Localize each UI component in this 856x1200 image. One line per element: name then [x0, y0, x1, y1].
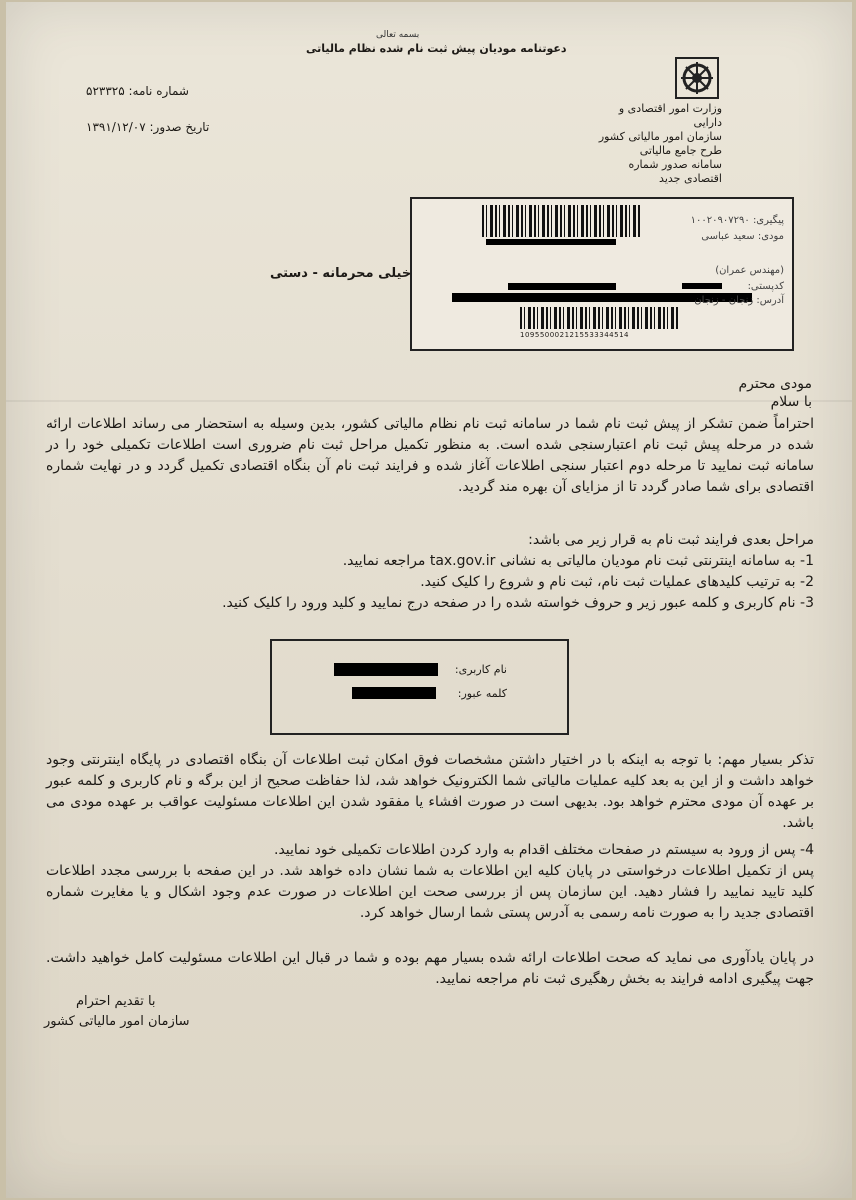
step-item: 1- به سامانه اینترنتی ثبت نام مودیان مالیاتی به نشانی tax.gov.ir مراجعه نمایید. [342, 553, 814, 569]
ministry-block [596, 102, 722, 186]
issue-date-label: تاریخ صدور: [149, 120, 210, 134]
ministry-line: سازمان امور مالیاتی کشور [598, 130, 722, 143]
letter-number-label: شماره نامه: [128, 84, 189, 98]
address-box [410, 197, 794, 351]
redaction-bar [508, 283, 616, 290]
intro-paragraph: احتراماً ضمن تشکر از پیش ثبت نام شما در سامانه ثبت نام نظام مالیاتی کشور، بدین وسیله به استحضار می رساند اطلاعات ارائه شده در مرحله پیش ثبت نام اعتبارسنجی شده است. به منظور تکمیل مراحل ثبت نام ضروری است اطلاعات تکمیلی خود را در سامانه ثبت نمایید تا مرحله دوم اعتبار سنجی اطلاعات آغاز شده و فرایند ثبت نام آن بنگاه اقتصادی تکمیل گردد و در نهایت شماره اقتصادی برای شما صادر گردد تا از مزایای آن بهره مند گردید. [46, 416, 814, 495]
password-redaction [352, 687, 436, 699]
tracking-barcode [482, 205, 642, 237]
redaction-bar [486, 239, 616, 245]
page-fold [6, 400, 852, 402]
after-paragraph: پس از تکمیل اطلاعات درخواستی در پایان کلیه این اطلاعات به شما نشان داده خواهد شد. در این صفحه با بررسی مجدد اطلاعات کلید تایید نمایید را فشار دهید. این سازمان پس از بررسی صحت این اطلاعات در صورت عدم وجود اشکال و یا مغایرت شماره اقتصادی جدید را به صورت نامه رسمی به آدرس پستی شما ارسال خواهد کرد. [46, 863, 814, 921]
letter-number [86, 84, 189, 98]
recipient-name: سعید عباسی [701, 231, 755, 242]
ministry-line: سامانه صدور شماره اقتصادی جدید [628, 158, 722, 185]
step-item: 2- به ترتیب کلیدهای عملیات ثبت نام، ثبت نام و شروع را کلیک کنید. [420, 574, 814, 590]
credentials-box [270, 639, 569, 735]
username-redaction [334, 663, 438, 676]
letter-number-value: ۵۲۳۳۲۵ [86, 84, 125, 98]
signature-regards: با تقدیم احترام [76, 994, 156, 1009]
salutation: مودی محترم [738, 376, 812, 392]
postal-label: کدپستی: [747, 281, 784, 292]
occupation: (مهندس عمران) [715, 265, 784, 276]
redaction-bar [682, 283, 722, 289]
recipient-line [701, 231, 784, 242]
tracking-label: پیگیری: [752, 215, 784, 226]
barcode-number: 1095500021215533344514 [520, 331, 629, 339]
greeting: با سلام [770, 394, 812, 410]
step-item: 3- نام کاربری و کلمه عبور زیر و حروف خواسته شده را در صفحه درج نمایید و کلید ورود را کلیک کنید. [222, 595, 814, 611]
address-line: آدرس: زنجان - زنجان [694, 295, 784, 306]
tax-organization-emblem-icon [670, 54, 724, 102]
closing-paragraph: در پایان یادآوری می نماید که صحت اطلاعات ارائه شده بسیار مهم بوده و شما در قبال این اطلاعات مسئولیت کامل خواهید داشت. جهت پیگیری ادامه فرایند به بخش رهگیری ثبت نام مراجعه نمایید. [46, 950, 814, 987]
step-item: 4- پس از ورود به سیستم در صفحات مختلف اقدام به وارد کردن اطلاعات تکمیلی خود نمایید. [274, 842, 814, 858]
confidential-label: خیلی محرمانه - دستی [270, 266, 412, 281]
username-label: نام کاربری: [454, 663, 507, 676]
tracking-line [691, 215, 784, 226]
postal-line [748, 281, 784, 292]
signature-org: سازمان امور مالیاتی کشور [44, 1014, 190, 1029]
issue-date-value: ۱۳۹۱/۱۲/۰۷ [86, 120, 146, 134]
letter-page [6, 2, 852, 1198]
recipient-label: مودی: [757, 231, 784, 242]
ministry-line: وزارت امور اقتصادی و دارایی [618, 102, 722, 129]
letter-title: دعوتنامه مودیان پیش ثبت نام شده نظام مالیاتی [306, 42, 567, 55]
steps-intro: مراحل بعدی فرایند ثبت نام به قرار زیر می باشد: [528, 532, 814, 548]
ministry-line: طرح جامع مالیاتی [639, 144, 722, 157]
important-note: تذکر بسیار مهم: با توجه به اینکه با در اختیار داشتن مشخصات فوق امکان ثبت اطلاعات آن بنگاه اقتصادی در پایگاه اینترنتی وجود خواهد داشت و از این به بعد کلیه عملیات مالیاتی شما الکترونیک خواهد شد، لذا حفاظت صحیح از این برگه و نام کاربری و کلمه عبور بر عهده آن مودی محترم خواهد بود. بدیهی است در صورت افشاء یا مفقود شدن این اطلاعات مسئولیت عواقب بر عهده مودی می باشد. [46, 752, 814, 831]
postal-barcode [520, 307, 680, 329]
issue-date [86, 120, 209, 134]
password-label: کلمه عبور: [457, 687, 507, 700]
bismillah: بسمه تعالی [376, 30, 420, 40]
tracking-number: ۱۰۰۲۰۹۰۷۲۹۰ [690, 215, 750, 226]
